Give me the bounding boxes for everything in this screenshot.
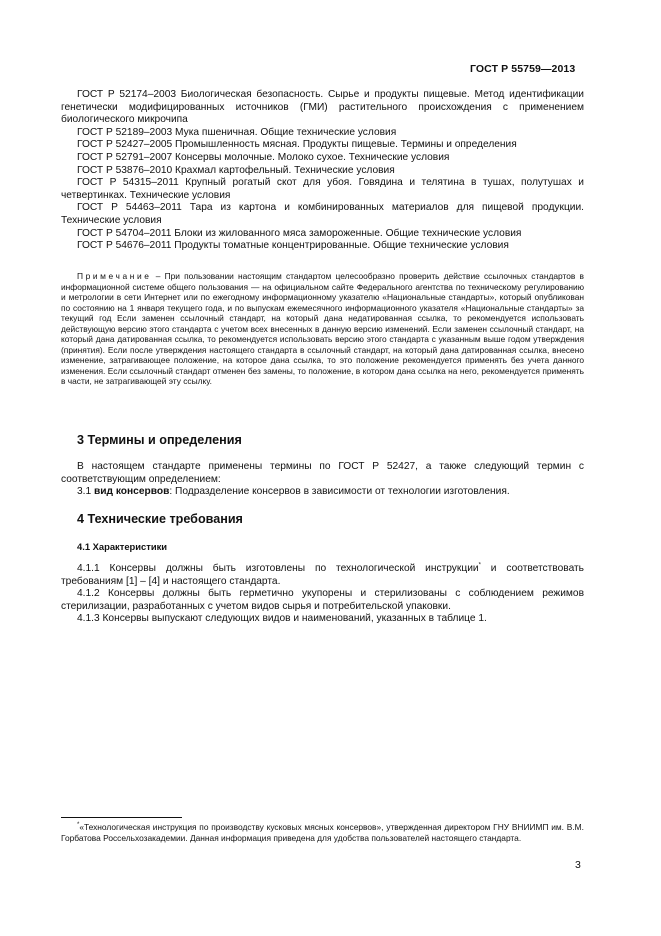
note-label: Примечание	[77, 271, 152, 281]
footnote-mark: *	[77, 822, 80, 829]
reference-item: ГОСТ Р 52189–2003 Мука пшеничная. Общие технические условия	[77, 126, 397, 138]
page-header-doc-code: ГОСТ Р 55759—2013	[470, 63, 576, 75]
page-number: 3	[575, 859, 581, 871]
paragraph-4-1-3: 4.1.3 Консервы выпускают следующих видов и наименований, указанных в таблице 1.	[77, 613, 487, 625]
footnote	[61, 822, 584, 844]
reference-item: ГОСТ Р 53876–2010 Крахмал картофельный. Технические условия	[77, 164, 395, 176]
footnote-reference-mark: *	[478, 562, 481, 569]
term-number: 3.1	[77, 486, 94, 498]
reference-item: ГОСТ Р 54676–2011 Продукты томатные концентрированные. Общие технические условия	[77, 240, 509, 252]
paragraph-4-1-1: 4.1.1 Консервы должны быть изготовлены по технологической инструкции* и соответствовать требованиям [1] – [4] и настоящего стандарта.	[61, 562, 584, 587]
reference-item: ГОСТ Р 54315–2011 Крупный рогатый скот для убоя. Говядина и телятина в тушах, полутушах и четвертинках. Технические условия	[61, 177, 584, 201]
normative-references-list	[61, 89, 584, 253]
note-block	[61, 271, 584, 387]
footnote-text: «Технологическая инструкция по производству кусковых мясных консервов», утвержденная директором ГНУ ВНИИМП им. В.М. Горбатова Россельхозакадемии. Данная информация приведена для удобства пользователей настоящего стандарта.	[61, 822, 584, 843]
term-text: : Подразделение консервов в зависимости от технологии изготовления.	[169, 486, 510, 498]
reference-item: ГОСТ Р 54463–2011 Тара из картона и комбинированных материалов для пищевой продукции. Технические условия	[61, 202, 584, 226]
term-definition	[61, 486, 584, 499]
section-3-heading: 3 Термины и определения	[77, 433, 242, 447]
reference-item: ГОСТ Р 52174–2003 Биологическая безопасность. Сырье и продукты пищевые. Метод идентификации генетически модифицированных источников (ГМИ) растительного происхождения с применением биологического микрочипа	[61, 89, 584, 126]
reference-item: ГОСТ Р 52427–2005 Промышленность мясная. Продукты пищевые. Термины и определения	[77, 139, 517, 151]
reference-item: ГОСТ Р 52791–2007 Консервы молочные. Молоко сухое. Технические условия	[77, 151, 450, 163]
section-3-body	[61, 461, 584, 499]
note-text: – При пользовании настоящим стандартом целесообразно проверить действие ссылочных стандартов в информационной системе общего пользования — на официальном сайте Федерального агентства по техническому регулированию и метрологии в сети Интернет или по ежегодному информационному указателю «Национальные стандарты», который опубликован по состоянию на 1 января текущего года, и по выпускам ежемесячного информационного указателя «Национальные стандарты» за текущий год Если заменен ссылочный стандарт, на который дана недатированная ссылка, то рекомендуется использовать действующую версию этого стандарта с учетом всех внесенных в данную версию изменений. Если заменен ссылочный стандарт, на который дана датированная ссылка, то рекомендуется использовать версию этого стандарта с указанным выше годом утверждения (принятия). Если после утверждения настоящего стандарта в ссылочный стандарт, на который дана датированная ссылка, внесено изменение, затрагивающее положение, на которое дана ссылка, то это положение рекомендуется применять без учета данного изменения. Если ссылочный стандарт отменен без замены, то положение, в котором дана ссылка на него, рекомендуется применять в части, не затрагивающей эту ссылку.	[61, 271, 584, 386]
reference-item: ГОСТ Р 54704–2011 Блоки из жилованного мяса замороженные. Общие технические условия	[77, 227, 522, 239]
section-4-heading: 4 Технические требования	[77, 512, 243, 526]
section-4-body	[61, 563, 584, 626]
section-3-intro: В настоящем стандарте применены термины по ГОСТ Р 52427, а также следующий термин с соответствующим определением:	[61, 461, 584, 485]
footnote-separator	[61, 817, 182, 818]
term-name: вид консервов	[94, 486, 170, 498]
paragraph-4-1-2: 4.1.2 Консервы должны быть герметично укупорены и стерилизованы с соблюдением режимов стерилизации, разработанных с учетом видов сырья и потребительской упаковки.	[61, 588, 584, 612]
subsection-4-1-heading: 4.1 Характеристики	[77, 541, 168, 552]
